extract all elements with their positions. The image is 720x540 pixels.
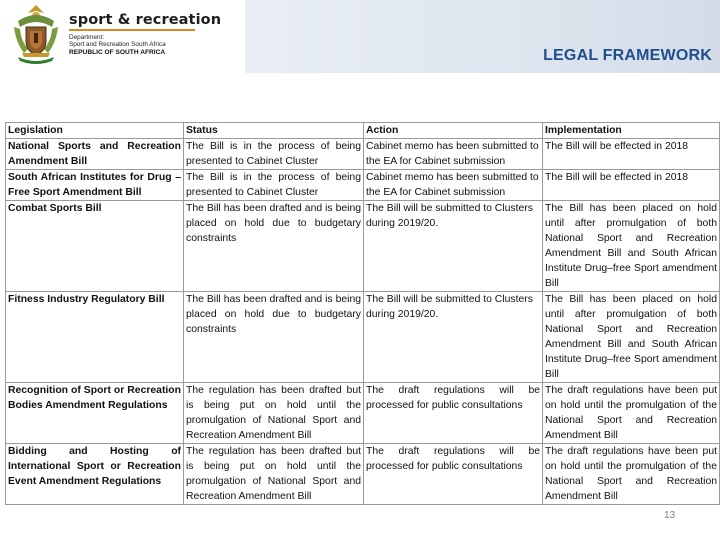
legal-framework-table — [5, 122, 720, 505]
action-cell: The draft regulations will be processed for public consultations — [364, 444, 543, 505]
legislation-cell: National Sports and Recreation Amendment Bill — [6, 139, 184, 170]
column-header-legislation: Legislation — [6, 123, 184, 139]
column-header-status: Status — [184, 123, 364, 139]
action-cell: Cabinet memo has been submitted to the EA for Cabinet submission — [364, 139, 543, 170]
logo-divider — [69, 29, 195, 31]
table-row — [6, 292, 720, 383]
table-header-row — [6, 123, 720, 139]
table-row — [6, 139, 720, 170]
column-header-action: Action — [364, 123, 543, 139]
implementation-cell: The Bill has been placed on hold until after promulgation of both National Sport and Recreation Amendment Bill and South African Institute Drug–free Sport amendment Bill — [543, 201, 720, 292]
department-logo — [69, 12, 221, 56]
header-logo-area — [0, 0, 245, 73]
logo-department-label: Department: — [69, 34, 105, 41]
legislation-cell: South African Institutes for Drug – Free Sport Amendment Bill — [6, 170, 184, 201]
status-cell: The regulation has been drafted but is being put on hold until the promulgation of National Sport and Recreation Amendment Bill — [184, 383, 364, 444]
logo-department-name: Sport and Recreation South Africa — [69, 41, 166, 49]
table-row — [6, 170, 720, 201]
page-number: 13 — [664, 510, 676, 521]
action-cell: The Bill will be submitted to Clusters during 2019/20. — [364, 201, 543, 292]
logo-country: REPUBLIC OF SOUTH AFRICA — [69, 48, 166, 56]
legislation-cell: Fitness Industry Regulatory Bill — [6, 292, 184, 383]
legislation-cell: Combat Sports Bill — [6, 201, 184, 292]
coat-of-arms-icon — [8, 3, 64, 67]
column-header-implementation: Implementation — [543, 123, 720, 139]
legislation-cell: Recognition of Sport or Recreation Bodies Amendment Regulations — [6, 383, 184, 444]
implementation-cell: The draft regulations have been put on hold until the promulgation of the National Sport and Recreation Amendment Bill — [543, 444, 720, 505]
implementation-cell: The Bill has been placed on hold until after promulgation of both National Sport and Recreation Amendment Bill and South African Institute Drug–free Sport amendment Bill — [543, 292, 720, 383]
legislation-cell: Bidding and Hosting of International Sport or Recreation Event Amendment Regulations — [6, 444, 184, 505]
implementation-cell: The draft regulations have been put on hold until the promulgation of the National Sport and Recreation Amendment Bill — [543, 383, 720, 444]
table-row — [6, 444, 720, 505]
implementation-cell: The Bill will be effected in 2018 — [543, 139, 720, 170]
implementation-cell: The Bill will be effected in 2018 — [543, 170, 720, 201]
logo-title: sport & recreation — [69, 12, 222, 28]
status-cell: The Bill is in the process of being presented to Cabinet Cluster — [184, 170, 364, 201]
status-cell: The Bill is in the process of being presented to Cabinet Cluster — [184, 139, 364, 170]
status-cell: The Bill has been drafted and is being placed on hold due to budgetary constraints — [184, 201, 364, 292]
table-row — [6, 383, 720, 444]
action-cell: The Bill will be submitted to Clusters during 2019/20. — [364, 292, 543, 383]
table-row — [6, 201, 720, 292]
status-cell: The regulation has been drafted but is being put on hold until the promulgation of National Sport and Recreation Amendment Bill — [184, 444, 364, 505]
action-cell: The draft regulations will be processed for public consultations — [364, 383, 543, 444]
status-cell: The Bill has been drafted and is being placed on hold due to budgetary constraints — [184, 292, 364, 383]
slide-title: LEGAL FRAMEWORK — [543, 47, 712, 64]
action-cell: Cabinet memo has been submitted to the EA for Cabinet submission — [364, 170, 543, 201]
